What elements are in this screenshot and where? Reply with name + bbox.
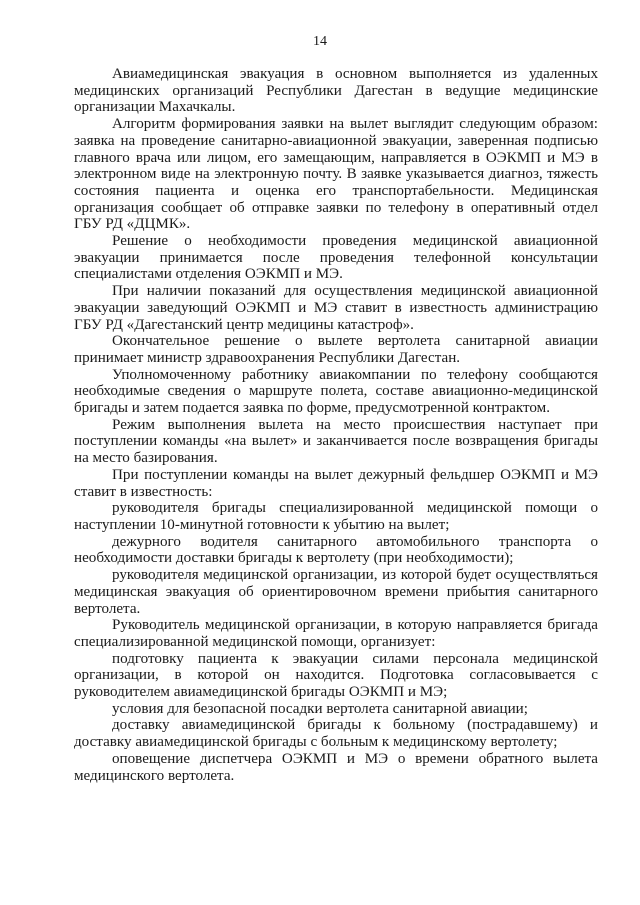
body-text xyxy=(74,66,598,784)
list-item-2: дежурного водителя санитарного автомобильного транспорта о необходимости доставки бригады к вертолету (при необходимости); xyxy=(74,533,598,567)
list-item-3: руководителя медицинской организации, из которой будет осуществляться медицинская эвакуация об ориентировочном времени прибытия санитарного вертолета. xyxy=(74,567,598,617)
page-number: 14 xyxy=(313,34,327,49)
paragraph-9: Руководитель медицинской организации, в которую направляется бригада специализированной медицинской помощи, организует: xyxy=(74,617,598,650)
paragraph-2: Алгоритм формирования заявки на вылет выглядит следующим образом: заявка на проведение санитарно-авиационной эвакуации, заверенная подписью главного врача или лицом, его замещающим, направляется в ОЭКМП и МЭ в электронном виде на электронную почту. В заявке указывается диагноз, тяжесть состояния пациента и оценка его транспортабельности. Медицинская организация сообщает об отправке заявки по телефону в оперативный отдел ГБУ РД «ДЦМК». xyxy=(74,116,598,233)
paragraph-5: Окончательное решение о вылете вертолета санитарной авиации принимает министр здравоохранения Республики Дагестан. xyxy=(74,333,598,366)
paragraph-7: Режим выполнения вылета на место происшествия наступает при поступлении команды «на вылет» и заканчивается после возвращения бригады на место базирования. xyxy=(74,416,598,467)
list-item-5: условия для безопасной посадки вертолета санитарной авиации; xyxy=(112,700,528,717)
paragraph-6: Уполномоченному работнику авиакомпании по телефону сообщаются необходимые сведения о маршруте полета, составе авиационно-медицинской бригады и затем подается заявка по форме, предусмотренной контрактом. xyxy=(74,366,598,417)
paragraph-8: При поступлении команды на вылет дежурный фельдшер ОЭКМП и МЭ ставит в известность: xyxy=(74,466,598,500)
paragraph-4: При наличии показаний для осуществления медицинской авиационной эвакуации заведующий ОЭКМП и МЭ ставит в известность администрацию ГБУ РД «Дагестанский центр медицины катастроф». xyxy=(74,283,598,333)
paragraph-3: Решение о необходимости проведения медицинской авиационной эвакуации принимается после проведения телефонной консультации специалистами отделения ОЭКМП и МЭ. xyxy=(74,233,598,283)
list-item-7: оповещение диспетчера ОЭКМП и МЭ о времени обратного вылета медицинского вертолета. xyxy=(74,750,598,784)
list-item-4: подготовку пациента к эвакуации силами персонала медицинской организации, в которой он находится. Подготовка согласовывается с руководителем авиамедицинской бригады ОЭКМП и МЭ; xyxy=(74,650,598,701)
list-item-1: руководителя бригады специализированной медицинской помощи о наступлении 10-минутной готовности к убытию на вылет; xyxy=(74,500,598,533)
paragraph-1: Авиамедицинская эвакуация в основном выполняется из удаленных медицинских организаций Республики Дагестан в ведущие медицинские организации Махачкалы. xyxy=(74,66,598,116)
list-item-6: доставку авиамедицинской бригады к больному (пострадавшему) и доставку авиамедицинской бригады с больным к медицинскому вертолету; xyxy=(74,717,598,751)
